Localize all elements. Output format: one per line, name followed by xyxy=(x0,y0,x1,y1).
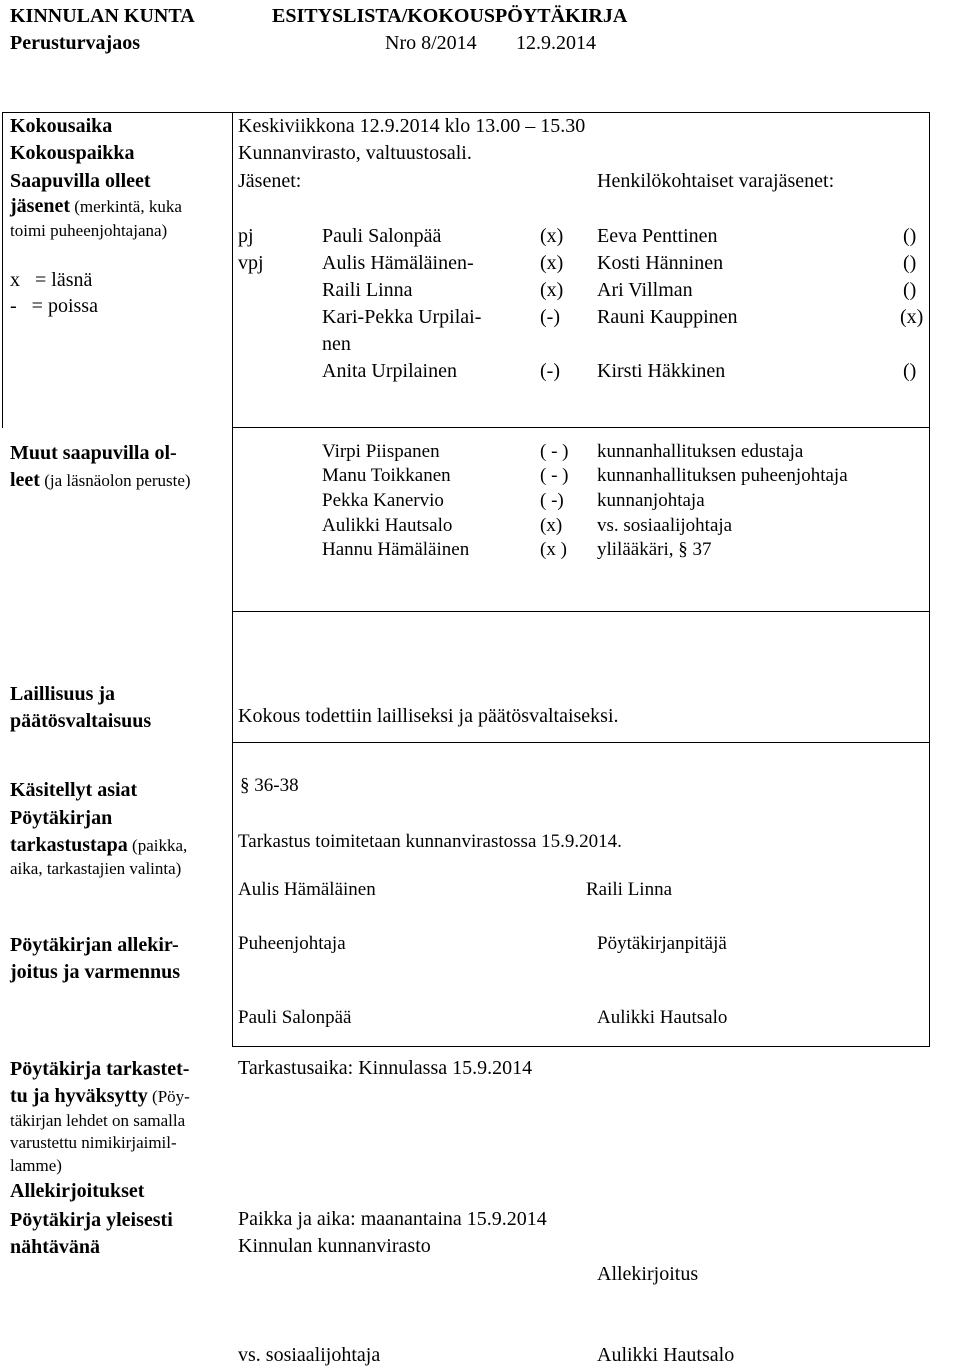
member-mark: (-) xyxy=(540,360,560,382)
deputy-mark: (x) xyxy=(900,306,924,328)
department-name: Perusturvajaos xyxy=(10,32,140,54)
approved-label-line4: varustettu nimikirjaimil- xyxy=(10,1133,177,1152)
municipality-name: KINNULAN KUNTA xyxy=(10,5,195,27)
deputy-mark: () xyxy=(903,225,917,247)
member-role: pj xyxy=(238,225,254,247)
other-name: Manu Toikkanen xyxy=(322,465,451,486)
public-signature-label: Allekirjoitus xyxy=(597,1263,699,1285)
attendees-label: Saapuvilla olleet xyxy=(10,170,151,192)
other-role: kunnanjohtaja xyxy=(597,490,705,511)
other-name: Pekka Kanervio xyxy=(322,490,444,511)
other-mark: (x ) xyxy=(540,539,567,560)
member-name: Kari-Pekka Urpilai- xyxy=(322,306,482,328)
deputy-name: Eeva Penttinen xyxy=(597,225,718,247)
handled-label: Käsitellyt asiat xyxy=(10,779,138,801)
document-type: ESITYSLISTA/KOKOUSPÖYTÄKIRJA xyxy=(272,5,628,27)
signatures-label-line2: joitus ja varmennus xyxy=(10,961,181,983)
legend-present: x = läsnä xyxy=(10,269,93,291)
approved-label-line6: Allekirjoitukset xyxy=(10,1180,145,1202)
approved-label-line5: lamme) xyxy=(10,1156,62,1175)
deputy-name: Kosti Hänninen xyxy=(597,252,724,274)
chair-title: Puheenjohtaja xyxy=(238,933,346,954)
chair-name: Pauli Salonpää xyxy=(238,1007,352,1028)
legality-label: Laillisuus ja xyxy=(10,683,116,705)
other-mark: ( -) xyxy=(540,490,564,511)
public-label-line2: nähtävänä xyxy=(10,1236,101,1258)
deputy-name: Kirsti Häkkinen xyxy=(597,360,726,382)
others-label: Muut saapuvilla ol- xyxy=(10,442,177,464)
legality-text: Kokous todettiin lailliseksi ja päätösvaltaiseksi. xyxy=(238,705,619,727)
attendees-label-line2: jäsenet (merkintä, kuka xyxy=(10,195,182,217)
deputy-name: Ari Villman xyxy=(597,279,693,301)
other-name: Hannu Hämäläinen xyxy=(322,539,470,560)
inspection-label-line2: tarkastustapa (paikka, xyxy=(10,834,188,856)
inspector-name: Aulis Hämäläinen xyxy=(238,879,376,900)
other-name: Aulikki Hautsalo xyxy=(322,515,453,536)
meeting-place-label: Kokouspaikka xyxy=(10,142,135,164)
deputy-name: Rauni Kauppinen xyxy=(597,306,738,328)
member-name: Anita Urpilainen xyxy=(322,360,457,382)
member-name: Pauli Salonpää xyxy=(322,225,442,247)
legality-label-line2: päätösvaltaisuus xyxy=(10,710,152,732)
deputy-mark: () xyxy=(903,360,917,382)
document-date: 12.9.2014 xyxy=(516,32,596,54)
deputies-heading: Henkilökohtaiset varajäsenet: xyxy=(597,170,835,192)
handled-value: § 36-38 xyxy=(240,775,299,796)
member-mark: (-) xyxy=(540,306,560,328)
other-role: ylilääkäri, § 37 xyxy=(597,539,712,560)
public-location: Kinnulan kunnanvirasto xyxy=(238,1235,431,1257)
inspection-label: Pöytäkirjan xyxy=(10,807,113,829)
inspection-text: Tarkastus toimitetaan kunnanvirastossa 15.9.2014. xyxy=(238,831,622,852)
member-mark: (x) xyxy=(540,279,564,301)
other-mark: (x) xyxy=(540,515,563,536)
approved-label-line2: tu ja hyväksytty (Pöy- xyxy=(10,1085,190,1107)
other-role: vs. sosiaalijohtaja xyxy=(597,515,733,536)
meeting-time-label: Kokousaika xyxy=(10,115,113,137)
public-signer-name: Aulikki Hautsalo xyxy=(597,1344,735,1366)
member-mark: (x) xyxy=(540,225,564,247)
meeting-place-value: Kunnanvirasto, valtuustosali. xyxy=(238,142,472,164)
member-name: nen xyxy=(322,333,351,355)
member-name: Aulis Hämäläinen- xyxy=(322,252,474,274)
public-signer-title: vs. sosiaalijohtaja xyxy=(238,1344,381,1366)
inspection-label-line3: aika, tarkastajien valinta) xyxy=(10,859,182,878)
members-heading: Jäsenet: xyxy=(238,170,302,192)
approved-label: Pöytäkirja tarkastet- xyxy=(10,1058,190,1080)
meeting-time-value: Keskiviikkona 12.9.2014 klo 13.00 – 15.30 xyxy=(238,115,586,137)
other-mark: ( - ) xyxy=(540,465,569,486)
public-place-time: Paikka ja aika: maanantaina 15.9.2014 xyxy=(238,1208,547,1230)
deputy-mark: () xyxy=(903,252,917,274)
other-mark: ( - ) xyxy=(540,441,569,462)
others-label-line2: leet (ja läsnäolon peruste) xyxy=(10,469,191,491)
other-role: kunnanhallituksen edustaja xyxy=(597,441,804,462)
member-mark: (x) xyxy=(540,252,564,274)
legend-absent: - = poissa xyxy=(10,295,98,317)
approved-text: Tarkastusaika: Kinnulassa 15.9.2014 xyxy=(238,1057,533,1079)
approved-label-line3: täkirjan lehdet on samalla xyxy=(10,1111,186,1130)
inspector-name: Raili Linna xyxy=(586,879,673,900)
secretary-title: Pöytäkirjanpitäjä xyxy=(597,933,727,954)
signatures-label: Pöytäkirjan allekir- xyxy=(10,934,179,956)
attendees-label-line3: toimi puheenjohtajana) xyxy=(10,221,168,240)
public-label: Pöytäkirja yleisesti xyxy=(10,1209,173,1231)
member-role: vpj xyxy=(238,252,264,274)
member-name: Raili Linna xyxy=(322,279,413,301)
document-number: Nro 8/2014 xyxy=(385,32,477,54)
secretary-name: Aulikki Hautsalo xyxy=(597,1007,728,1028)
deputy-mark: () xyxy=(903,279,917,301)
other-role: kunnanhallituksen puheenjohtaja xyxy=(597,465,848,486)
other-name: Virpi Piispanen xyxy=(322,441,440,462)
